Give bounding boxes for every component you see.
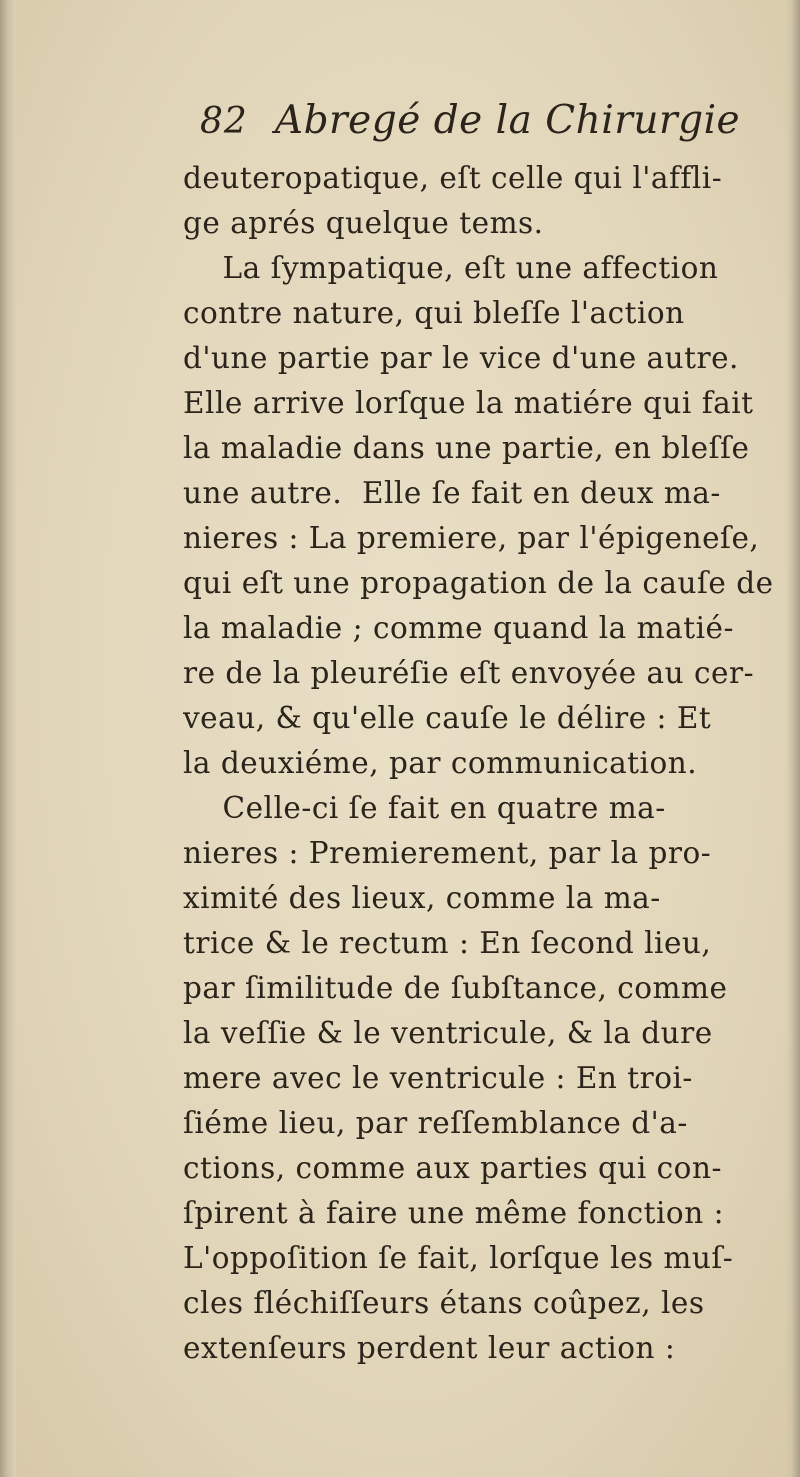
text-line: la maladie dans une partie, en bleſſe [183, 431, 750, 465]
body-text [183, 156, 793, 1371]
text-line: extenſeurs perdent leur action : [183, 1331, 676, 1365]
text-line: deuteropatique, eſt celle qui l'affli- [183, 161, 723, 195]
text-line: La ſympatique, eſt une affection [183, 251, 719, 285]
text-line: re de la pleuréſie eſt envoyée au cer- [183, 656, 755, 690]
text-line: la deuxiéme, par communication. [183, 746, 698, 780]
text-line: contre nature, qui bleſſe l'action [183, 296, 685, 330]
running-title: Abregé de la Chirurgie [274, 98, 741, 143]
text-line: L'oppoſition ſe fait, lorſque les muſ- [183, 1241, 734, 1275]
text-line: nieres : La premiere, par l'épigeneſe, [183, 521, 760, 555]
text-line: cles fléchiſſeurs étans coûpez, les [183, 1286, 705, 1320]
text-line: Elle arrive lorſque la matiére qui fait [183, 386, 754, 420]
text-line: qui eſt une propagation de la cauſe de [183, 566, 774, 600]
page-gutter-left [0, 0, 16, 1477]
text-line: nieres : Premierement, par la pro- [183, 836, 712, 870]
text-line: la maladie ; comme quand la matié- [183, 611, 734, 645]
text-line: par ſimilitude de ſubſtance, comme [183, 971, 728, 1005]
text-line: une autre. Elle ſe fait en deux ma- [183, 476, 721, 510]
text-line: ſpirent à faire une même fonction : [183, 1196, 725, 1230]
text-line: veau, & qu'elle cauſe le délire : Et [183, 701, 712, 735]
text-line: ſiéme lieu, par reſſemblance d'a- [183, 1106, 688, 1140]
running-header [200, 98, 760, 154]
text-line: Celle-ci ſe fait en quatre ma- [183, 791, 666, 825]
text-line: la veſſie & le ventricule, & la dure [183, 1016, 713, 1050]
text-line: d'une partie par le vice d'une autre. [183, 341, 739, 375]
text-line: mere avec le ventricule : En troi- [183, 1061, 693, 1095]
text-line: ctions, comme aux parties qui con- [183, 1151, 722, 1185]
page-number: 82 [200, 101, 248, 142]
text-line: ximité des lieux, comme la ma- [183, 881, 661, 915]
text-line: ge aprés quelque tems. [183, 206, 544, 240]
text-line: trice & le rectum : En ſecond lieu, [183, 926, 712, 960]
